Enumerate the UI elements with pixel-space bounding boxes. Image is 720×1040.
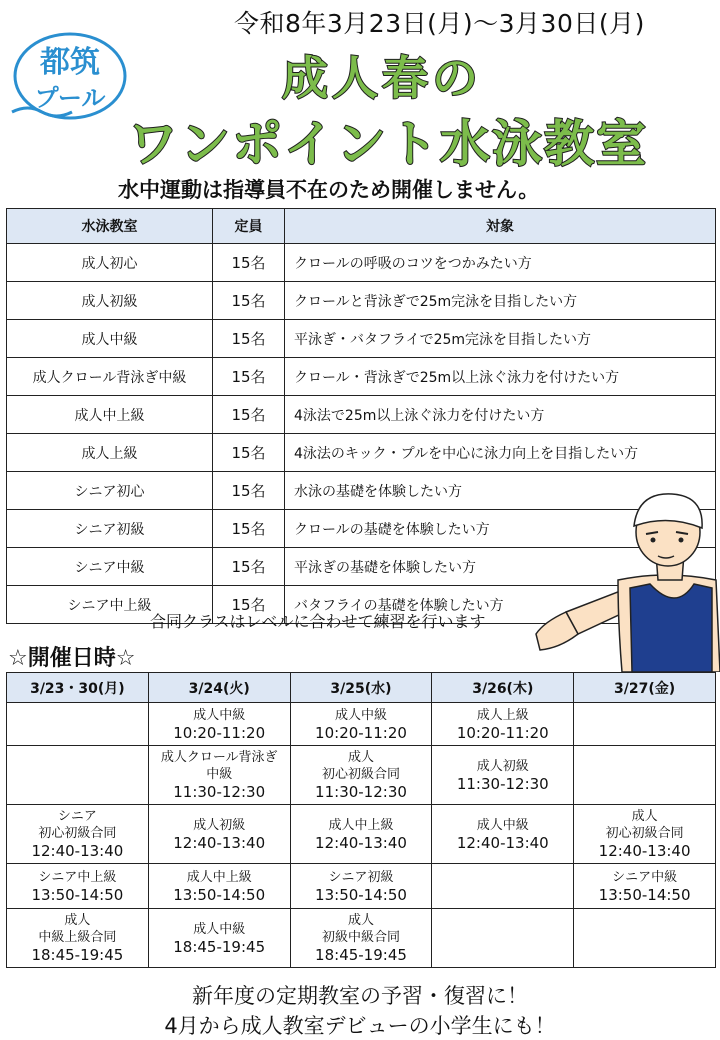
target-cell: 4泳法で25m以上泳ぐ泳力を付けたい方 bbox=[285, 396, 716, 434]
class-table-header bbox=[7, 209, 716, 244]
schedule-cell bbox=[432, 805, 574, 864]
schedule-time: 10:20-11:20 bbox=[315, 723, 407, 742]
schedule-cell bbox=[148, 703, 290, 746]
schedule-time: 10:20-11:20 bbox=[456, 723, 549, 742]
class-row bbox=[7, 244, 716, 282]
schedule-time: 12:40-13:40 bbox=[173, 833, 266, 852]
capacity-cell: 15名 bbox=[213, 510, 285, 548]
tsuzuki-pool-logo bbox=[8, 26, 132, 122]
schedule-cell bbox=[574, 746, 716, 805]
schedule-class-label: 中級 bbox=[206, 767, 233, 782]
header-target: 対象 bbox=[285, 209, 716, 244]
schedule-cell bbox=[7, 746, 149, 805]
schedule-row bbox=[7, 746, 716, 805]
target-cell: クロールの基礎を体験したい方 bbox=[285, 510, 716, 548]
class-name-cell: シニア初級 bbox=[7, 510, 213, 548]
schedule-class-label: 初心初級合同 bbox=[605, 826, 684, 841]
schedule-class-label: 成人中級 bbox=[476, 817, 529, 833]
swimmer-instructor-illustration bbox=[526, 484, 720, 672]
class-name-cell: 成人初心 bbox=[7, 244, 213, 282]
schedule-time: 12:40-13:40 bbox=[315, 833, 407, 852]
schedule-cell bbox=[290, 703, 432, 746]
schedule-row bbox=[7, 805, 716, 864]
class-row bbox=[7, 358, 716, 396]
schedule-time: 13:50-14:50 bbox=[31, 885, 124, 904]
schedule-class-label: 成人 bbox=[64, 913, 91, 928]
footer-line1: 新年度の定期教室の予習・復習に！ bbox=[192, 984, 528, 1008]
joint-class-note: 合同クラスはレベルに合わせて練習を行います bbox=[150, 612, 486, 631]
capacity-cell: 15名 bbox=[213, 434, 285, 472]
schedule-class-label: シニア bbox=[57, 809, 97, 824]
schedule-class-label: 成人 bbox=[631, 809, 658, 824]
schedule-cell bbox=[290, 746, 432, 805]
aqua-exercise-notice: 水中運動は指導員不在のため開催しません。 bbox=[118, 178, 540, 202]
event-date-range: 令和8年3月23日(月)～3月30日(月) bbox=[234, 9, 645, 38]
class-name-cell: 成人中上級 bbox=[7, 396, 213, 434]
schedule-time: 10:20-11:20 bbox=[173, 723, 266, 742]
target-cell: クロール・背泳ぎで25m以上泳ぐ泳力を付けたい方 bbox=[285, 358, 716, 396]
schedule-day-header: 3/27(金) bbox=[574, 673, 716, 703]
schedule-class-label: 成人クロール背泳ぎ bbox=[160, 750, 278, 765]
schedule-class-label: 成人中上級 bbox=[186, 869, 252, 885]
schedule-time: 18:45-19:45 bbox=[173, 937, 266, 956]
schedule-row bbox=[7, 909, 716, 968]
schedule-time: 13:50-14:50 bbox=[315, 885, 407, 904]
schedule-cell bbox=[574, 909, 716, 968]
schedule-cell bbox=[148, 746, 290, 805]
schedule-time: 11:30-12:30 bbox=[315, 783, 407, 801]
class-row bbox=[7, 282, 716, 320]
target-cell: バタフライの基礎を体験したい方 bbox=[285, 586, 716, 624]
target-cell: 平泳ぎ・バタフライで25m完泳を目指したい方 bbox=[285, 320, 716, 358]
schedule-class-label: 初心初級合同 bbox=[38, 826, 117, 841]
schedule-cell bbox=[7, 864, 149, 909]
capacity-cell: 15名 bbox=[213, 396, 285, 434]
schedule-day-header: 3/23・30(月) bbox=[7, 673, 149, 703]
schedule-class-label: 成人中級 bbox=[193, 921, 246, 937]
schedule-time: 13:50-14:50 bbox=[173, 885, 266, 904]
schedule-class-label: シニア初級 bbox=[328, 869, 394, 885]
capacity-cell: 15名 bbox=[213, 586, 285, 624]
header-capacity: 定員 bbox=[213, 209, 285, 244]
schedule-time: 12:40-13:40 bbox=[598, 842, 691, 860]
target-cell: クロールと背泳ぎで25m完泳を目指したい方 bbox=[285, 282, 716, 320]
capacity-cell: 15名 bbox=[213, 320, 285, 358]
schedule-row bbox=[7, 703, 716, 746]
header-class-name: 水泳教室 bbox=[7, 209, 213, 244]
class-name-cell: シニア初心 bbox=[7, 472, 213, 510]
logo-text-line1: 都筑 bbox=[40, 45, 100, 80]
schedule-cell bbox=[574, 805, 716, 864]
capacity-cell: 15名 bbox=[213, 244, 285, 282]
schedule-time: 12:40-13:40 bbox=[456, 833, 549, 852]
schedule-day-header: 3/26(木) bbox=[432, 673, 574, 703]
capacity-cell: 15名 bbox=[213, 282, 285, 320]
class-name-cell: 成人初級 bbox=[7, 282, 213, 320]
title-line1: 成人春の bbox=[282, 51, 482, 105]
class-name-cell: 成人クロール背泳ぎ中級 bbox=[7, 358, 213, 396]
capacity-cell: 15名 bbox=[213, 472, 285, 510]
schedule-cell bbox=[290, 909, 432, 968]
schedule-cell bbox=[148, 909, 290, 968]
schedule-cell bbox=[148, 864, 290, 909]
schedule-class-label: 初級中級合同 bbox=[321, 930, 400, 945]
class-name-cell: シニア中上級 bbox=[7, 586, 213, 624]
target-cell: 4泳法のキック・プルを中心に泳力向上を目指したい方 bbox=[285, 434, 716, 472]
schedule-row bbox=[7, 864, 716, 909]
schedule-class-label: 成人上級 bbox=[476, 707, 529, 723]
class-row bbox=[7, 320, 716, 358]
schedule-class-label: 成人中級 bbox=[334, 707, 387, 723]
schedule-heading: ☆開催日時☆ bbox=[8, 646, 136, 671]
schedule-time: 18:45-19:45 bbox=[31, 946, 124, 964]
schedule-class-label: 成人中上級 bbox=[328, 817, 394, 833]
schedule-header-row bbox=[7, 673, 716, 703]
schedule-cell bbox=[290, 805, 432, 864]
schedule-day-header: 3/24(火) bbox=[148, 673, 290, 703]
schedule-class-label: シニア中級 bbox=[612, 869, 678, 885]
schedule-class-label: シニア中上級 bbox=[38, 869, 117, 885]
target-cell: 平泳ぎの基礎を体験したい方 bbox=[285, 548, 716, 586]
schedule-cell bbox=[7, 805, 149, 864]
class-row bbox=[7, 396, 716, 434]
schedule-cell bbox=[432, 864, 574, 909]
capacity-cell: 15名 bbox=[213, 548, 285, 586]
schedule-class-label: 成人 bbox=[347, 913, 374, 928]
title-line2: ワンポイント水泳教室 bbox=[128, 115, 648, 173]
schedule-time: 11:30-12:30 bbox=[173, 783, 266, 801]
class-row bbox=[7, 434, 716, 472]
schedule-time: 11:30-12:30 bbox=[456, 774, 549, 793]
schedule-cell bbox=[574, 864, 716, 909]
schedule-cell bbox=[148, 805, 290, 864]
schedule-time: 13:50-14:50 bbox=[598, 885, 691, 904]
schedule-cell bbox=[7, 703, 149, 746]
schedule-cell bbox=[432, 746, 574, 805]
schedule-class-label: 中級上級合同 bbox=[38, 930, 117, 945]
target-cell: クロールの呼吸のコツをつかみたい方 bbox=[285, 244, 716, 282]
schedule-class-label: 成人初級 bbox=[476, 758, 529, 774]
schedule-class-label: 成人 bbox=[347, 750, 374, 765]
schedule-class-label: 初心初級合同 bbox=[321, 767, 400, 782]
schedule-table bbox=[6, 672, 716, 968]
class-name-cell: シニア中級 bbox=[7, 548, 213, 586]
schedule-time: 18:45-19:45 bbox=[315, 946, 407, 964]
capacity-cell: 15名 bbox=[213, 358, 285, 396]
schedule-cell bbox=[7, 909, 149, 968]
schedule-cell bbox=[432, 703, 574, 746]
logo-text-line2: プール bbox=[34, 84, 106, 112]
target-cell: 水泳の基礎を体験したい方 bbox=[285, 472, 716, 510]
class-name-cell: 成人上級 bbox=[7, 434, 213, 472]
schedule-cell bbox=[290, 864, 432, 909]
schedule-class-label: 成人初級 bbox=[193, 817, 246, 833]
footer-line2: 4月から成人教室デビューの小学生にも！ bbox=[164, 1014, 556, 1038]
schedule-cell bbox=[574, 703, 716, 746]
schedule-day-header: 3/25(水) bbox=[290, 673, 432, 703]
schedule-class-label: 成人中級 bbox=[193, 707, 246, 723]
schedule-time: 12:40-13:40 bbox=[31, 842, 124, 860]
schedule-cell bbox=[432, 909, 574, 968]
class-name-cell: 成人中級 bbox=[7, 320, 213, 358]
